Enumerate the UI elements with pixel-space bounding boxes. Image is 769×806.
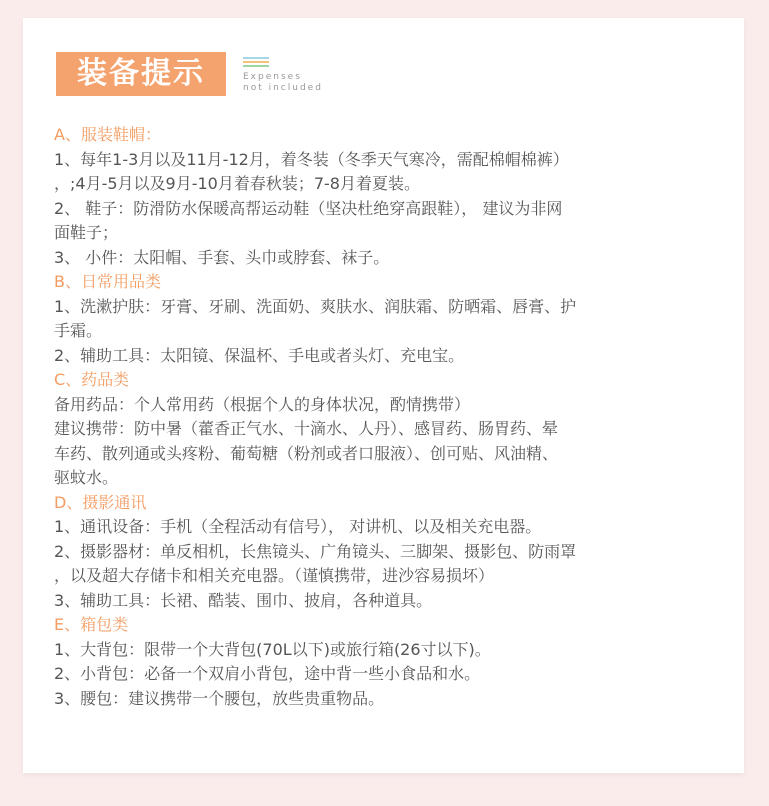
list-item: 驱蚊水。 bbox=[54, 468, 119, 487]
list-item: ，;4月-5月以及9月-10月着春秋装；7-8月着夏装。 bbox=[54, 174, 420, 193]
section-heading: B、日常用品类 bbox=[54, 272, 161, 291]
list-item: 1、大背包：限带一个大背包(70L以下)或旅行箱(26寸以下)。 bbox=[54, 639, 491, 659]
section-bags bbox=[54, 613, 734, 711]
list-item: 1、洗漱护肤：牙膏、牙刷、洗面奶、爽肤水、润肤霜、防晒霜、唇膏、护 bbox=[54, 296, 577, 316]
list-item: 2、小背包：必备一个双肩小背包，途中背一些小食品和水。 bbox=[54, 664, 481, 683]
list-item: 1、每年1-3月以及11月-12月，着冬装（冬季天气寒冷，需配棉帽棉裤） bbox=[54, 149, 569, 169]
list-item: 1、通讯设备：手机（全程活动有信号）， 对讲机、以及相关充电器。 bbox=[54, 517, 542, 536]
list-item: 建议携带：防中暑（藿香正气水、十滴水、人丹）、感冒药、肠胃药、晕 bbox=[54, 419, 559, 438]
section-heading: C、药品类 bbox=[54, 370, 130, 389]
section-heading: A、服装鞋帽： bbox=[54, 125, 161, 144]
list-item: 3、 小件：太阳帽、手套、头巾或脖套、袜子。 bbox=[54, 247, 390, 267]
section-heading: D、摄影通讯 bbox=[54, 492, 147, 512]
section-clothing bbox=[54, 123, 734, 270]
subtitle bbox=[243, 72, 323, 94]
section-medicine bbox=[54, 368, 734, 491]
list-item: ，以及超大存储卡和相关充电器。（谨慎携带，进沙容易损坏） bbox=[54, 566, 495, 585]
stripe-orange bbox=[243, 61, 269, 63]
list-item: 车药、散列通或头疼粉、葡萄糖（粉剂或者口服液）、创可贴、风油精、 bbox=[54, 443, 559, 463]
list-item: 面鞋子； bbox=[54, 223, 119, 242]
list-item: 备用药品：个人常用药（根据个人的身体状况，酌情携带） bbox=[54, 394, 471, 414]
stripe-blue bbox=[243, 57, 269, 59]
content-card bbox=[23, 18, 744, 773]
section-daily-items bbox=[54, 270, 734, 368]
section-heading: E、箱包类 bbox=[54, 615, 129, 634]
list-item: 手霜。 bbox=[54, 321, 103, 340]
list-item: 3、辅助工具：长裙、酷装、围巾、披肩，各种道具。 bbox=[54, 590, 433, 610]
list-item: 2、 鞋子：防滑防水保暖高帮运动鞋（坚决杜绝穿高跟鞋）， 建议为非网 bbox=[54, 198, 563, 218]
page-title: 装备提示 bbox=[56, 52, 226, 96]
list-item: 3、腰包：建议携带一个腰包，放些贵重物品。 bbox=[54, 688, 385, 708]
stripe-green bbox=[243, 65, 269, 67]
section-photography bbox=[54, 491, 734, 614]
stripe-decoration bbox=[243, 57, 269, 69]
list-item: 2、摄影器材：单反相机，长焦镜头、广角镜头、三脚架、摄影包、防雨罩 bbox=[54, 541, 577, 561]
subtitle-line-1: Expenses bbox=[243, 72, 302, 82]
subtitle-line-2: not included bbox=[243, 83, 323, 93]
equipment-list bbox=[54, 123, 734, 711]
list-item: 2、辅助工具：太阳镜、保温杯、手电或者头灯、充电宝。 bbox=[54, 345, 465, 365]
